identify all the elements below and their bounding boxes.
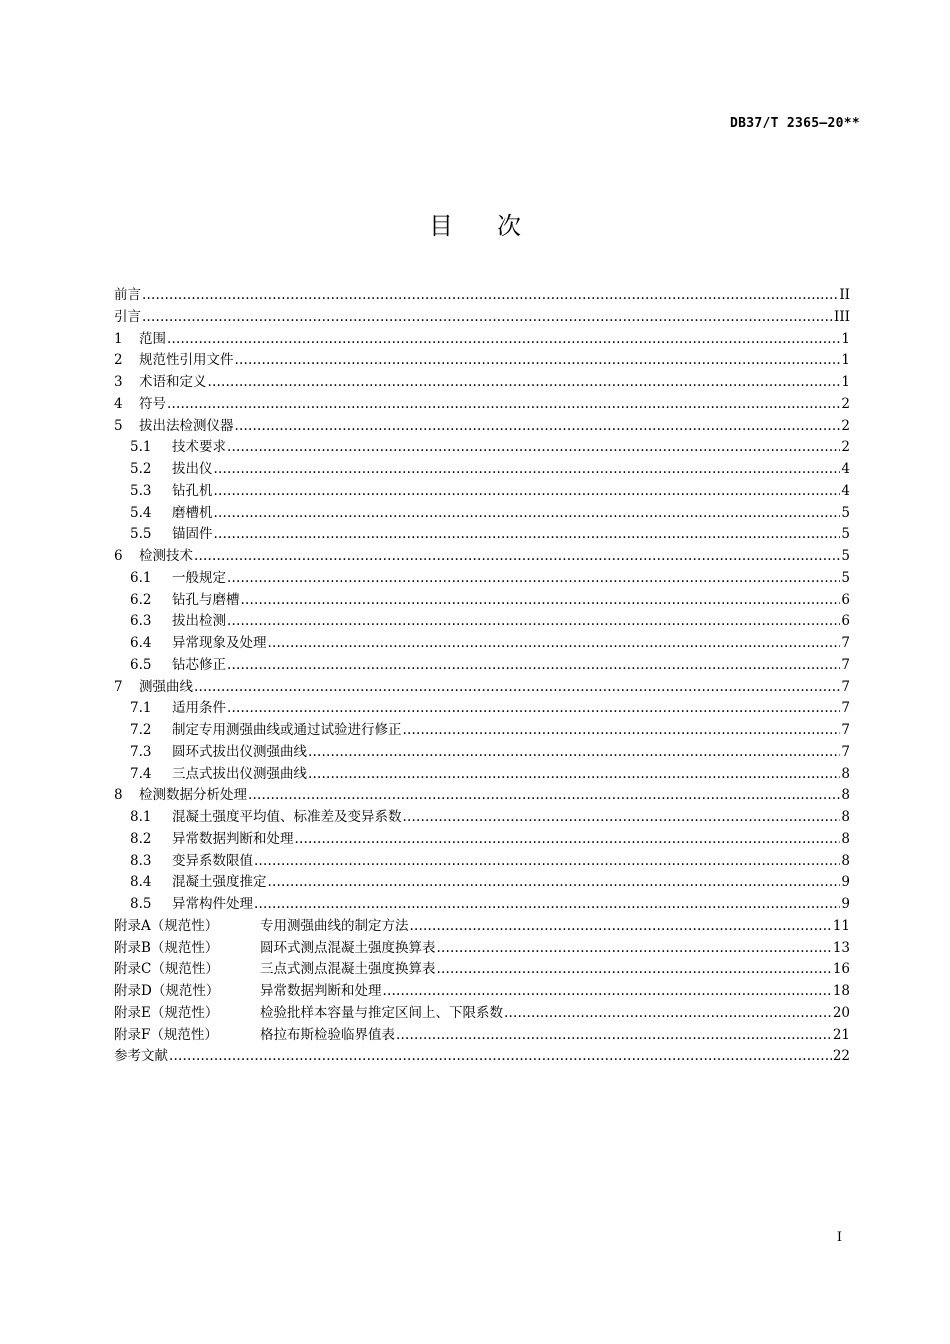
toc-entry[interactable]	[114, 829, 850, 851]
toc-entry-number: 5.5	[130, 526, 152, 543]
toc-entry-label: 专用测强曲线的制定方法	[260, 917, 409, 934]
toc-entry-number: 8.2	[130, 830, 152, 847]
toc-dot-leader	[437, 938, 832, 960]
toc-entry[interactable]	[114, 437, 850, 459]
toc-entry-page: 8	[841, 830, 850, 847]
toc-entry-label: 拔出法检测仪器	[139, 417, 234, 434]
toc-entry-page: 5	[841, 569, 850, 586]
toc-entry-label: 圆环式测点混凝土强度换算表	[260, 939, 436, 956]
toc-entry[interactable]	[114, 1003, 850, 1025]
toc-entry[interactable]	[114, 524, 850, 546]
toc-entry-label: 钻孔机	[172, 482, 213, 499]
toc-entry-page: 7	[841, 743, 850, 760]
toc-entry-number: 7.2	[130, 722, 152, 738]
toc-entry[interactable]	[114, 959, 850, 981]
toc-entry[interactable]	[114, 764, 850, 786]
toc-entry-label: 前言	[114, 287, 141, 303]
toc-entry-page: 22	[832, 1048, 850, 1065]
toc-entry-page: III	[834, 308, 850, 325]
toc-entry-label: 变异系数限值	[172, 852, 253, 869]
toc-entry-page: 7	[841, 722, 850, 738]
toc-entry-label: 制定专用测强曲线或通过试验进行修正	[172, 722, 402, 738]
toc-entry-page: 1	[841, 352, 850, 369]
toc-entry-number: 5.1	[130, 439, 152, 456]
toc-entry-label: 测强曲线	[139, 678, 193, 695]
toc-entry-label: 技术要求	[172, 439, 226, 456]
toc-entry-label: 术语和定义	[139, 374, 207, 390]
toc-entry-label: 检验批样本容量与推定区间上、下限系数	[260, 1004, 503, 1021]
toc-entry-number: 6.1	[130, 569, 152, 586]
toc-dot-leader	[214, 481, 841, 503]
toc-entry-number: 附录A（规范性）	[114, 917, 219, 934]
toc-entry-number: 6.5	[130, 656, 152, 673]
toc-entry[interactable]	[114, 416, 850, 438]
toc-entry-label: 三点式拔出仪测强曲线	[172, 765, 307, 782]
toc-entry-label: 磨槽机	[172, 504, 213, 521]
toc-entry[interactable]	[114, 851, 850, 873]
toc-entry[interactable]	[114, 894, 850, 916]
toc-entry-label: 钻孔与磨槽	[172, 591, 240, 608]
toc-dot-leader	[142, 307, 833, 329]
toc-entry-page: 6	[841, 591, 850, 608]
toc-dot-leader	[254, 894, 840, 916]
toc-entry[interactable]	[114, 590, 850, 612]
toc-entry[interactable]	[114, 981, 850, 1003]
toc-entry[interactable]	[114, 481, 850, 503]
toc-entry[interactable]	[114, 872, 850, 894]
toc-dot-leader	[227, 698, 840, 720]
toc-entry-label: 异常构件处理	[172, 896, 253, 912]
toc-entry-number: 8.4	[130, 874, 152, 891]
toc-entry[interactable]	[114, 633, 850, 655]
toc-entry-label: 异常现象及处理	[172, 635, 267, 651]
toc-entry-label: 混凝土强度推定	[172, 874, 267, 891]
toc-entry[interactable]	[114, 394, 850, 416]
toc-entry-page: 5	[841, 504, 850, 521]
toc-entry-label: 范围	[139, 330, 166, 347]
toc-entry[interactable]	[114, 350, 850, 372]
toc-entry-number: 7.4	[130, 765, 152, 782]
page-number: I	[836, 1230, 842, 1245]
toc-dot-leader	[383, 981, 832, 1003]
toc-dot-leader	[241, 590, 841, 612]
toc-dot-leader	[308, 742, 840, 764]
toc-entry-number: 7.1	[130, 700, 152, 717]
toc-dot-leader	[268, 633, 841, 655]
toc-entry-number: 附录F（规范性）	[114, 1026, 218, 1043]
toc-entry-page: 9	[841, 896, 850, 912]
toc-entry[interactable]	[114, 698, 850, 720]
toc-entry-label: 一般规定	[172, 569, 226, 586]
toc-dot-leader	[214, 459, 841, 481]
toc-dot-leader	[214, 503, 841, 525]
toc-entry-label: 检测数据分析处理	[139, 787, 247, 804]
toc-dot-leader	[194, 677, 840, 699]
toc-dot-leader	[227, 437, 840, 459]
toc-entry[interactable]	[114, 1046, 850, 1068]
toc-entry-label: 规范性引用文件	[139, 352, 234, 369]
toc-entry-number: 7.3	[130, 743, 152, 760]
toc-entry-page: 7	[841, 635, 850, 651]
toc-dot-leader	[227, 655, 840, 677]
toc-entry-label: 格拉布斯检验临界值表	[260, 1026, 395, 1043]
toc-entry[interactable]	[114, 329, 850, 351]
toc-entry-page: 8	[841, 852, 850, 869]
toc-entry-label: 符号	[139, 395, 166, 412]
toc-entry-number: 7	[114, 678, 123, 695]
toc-dot-leader	[167, 394, 840, 416]
toc-entry[interactable]	[114, 285, 850, 307]
toc-entry-label: 检测技术	[139, 548, 193, 564]
toc-entry-number: 附录C（规范性）	[114, 961, 219, 978]
toc-entry-page: 7	[841, 656, 850, 673]
toc-dot-leader	[194, 546, 840, 568]
page-title: 目次	[429, 212, 565, 240]
toc-entry-number: 5.2	[130, 461, 152, 477]
toc-entry-number: 6.4	[130, 635, 152, 651]
toc-dot-leader	[403, 807, 841, 829]
toc-entry-number: 5.4	[130, 504, 152, 521]
toc-entry[interactable]	[114, 503, 850, 525]
toc-entry-page: 20	[832, 1004, 850, 1021]
toc-entry-number: 1	[114, 330, 123, 347]
toc-entry-page: 8	[841, 787, 850, 804]
toc-entry-page: 13	[832, 939, 850, 956]
toc-entry-number: 6	[114, 548, 123, 564]
toc-entry-label: 参考文献	[114, 1048, 168, 1065]
toc-entry-number: 6.3	[130, 613, 152, 630]
toc-entry[interactable]	[114, 785, 850, 807]
toc-entry-label: 锚固件	[172, 526, 213, 543]
toc-dot-leader	[295, 829, 841, 851]
toc-entry-label: 引言	[114, 308, 141, 325]
toc-entry-page: 8	[841, 809, 850, 825]
toc-entry-label: 适用条件	[172, 700, 226, 717]
toc-entry-number: 8.1	[130, 809, 152, 825]
toc-entry[interactable]	[114, 611, 850, 633]
toc-entry-page: 1	[841, 330, 850, 347]
toc-dot-leader	[214, 524, 841, 546]
table-of-contents	[114, 285, 850, 1068]
toc-entry-label: 圆环式拔出仪测强曲线	[172, 743, 307, 760]
toc-entry[interactable]	[114, 1025, 850, 1047]
toc-entry-page: 16	[832, 961, 850, 978]
toc-entry-page: 2	[841, 417, 850, 434]
document-code: DB37/T 2365—20**	[729, 116, 860, 131]
toc-dot-leader	[396, 1025, 832, 1047]
toc-entry-page: 18	[832, 983, 850, 999]
toc-dot-leader	[504, 1003, 832, 1025]
toc-entry-number: 4	[114, 395, 123, 412]
toc-entry-number: 8.5	[130, 896, 152, 912]
toc-entry-number: 3	[114, 374, 123, 390]
toc-entry-page: 2	[841, 439, 850, 456]
toc-entry-number: 附录D（规范性）	[114, 983, 220, 999]
toc-entry-label: 钻芯修正	[172, 656, 226, 673]
toc-entry[interactable]	[114, 720, 850, 742]
toc-entry-page: 21	[832, 1026, 850, 1043]
toc-dot-leader	[254, 851, 840, 873]
toc-entry-page: 1	[841, 374, 850, 390]
toc-dot-leader	[437, 959, 832, 981]
toc-entry-label: 三点式测点混凝土强度换算表	[260, 961, 436, 978]
toc-entry-page: 8	[841, 765, 850, 782]
toc-entry-label: 异常数据判断和处理	[172, 830, 294, 847]
toc-entry[interactable]	[114, 916, 850, 938]
toc-entry[interactable]	[114, 938, 850, 960]
toc-entry[interactable]	[114, 568, 850, 590]
toc-entry-number: 8	[114, 787, 123, 804]
toc-entry[interactable]	[114, 807, 850, 829]
toc-entry-number: 6.2	[130, 591, 152, 608]
toc-dot-leader	[169, 1046, 832, 1068]
toc-entry-label: 混凝土强度平均值、标准差及变异系数	[172, 809, 402, 825]
toc-entry-number: 附录B（规范性）	[114, 939, 219, 956]
toc-dot-leader	[167, 329, 840, 351]
toc-dot-leader	[410, 916, 832, 938]
toc-entry-label: 异常数据判断和处理	[260, 983, 382, 999]
toc-dot-leader	[403, 720, 841, 742]
toc-entry[interactable]	[114, 546, 850, 568]
toc-entry-page: 4	[841, 461, 850, 477]
toc-dot-leader	[248, 785, 840, 807]
toc-entry[interactable]	[114, 655, 850, 677]
toc-dot-leader	[235, 350, 841, 372]
toc-entry-page: 5	[841, 526, 850, 543]
toc-entry[interactable]	[114, 459, 850, 481]
toc-entry-number: 8.3	[130, 852, 152, 869]
toc-entry[interactable]	[114, 742, 850, 764]
toc-entry-page: 2	[841, 395, 850, 412]
toc-entry-page: 4	[841, 482, 850, 499]
toc-dot-leader	[235, 416, 841, 438]
toc-entry-page: 6	[841, 613, 850, 630]
toc-dot-leader	[208, 372, 841, 394]
toc-entry-label: 拔出检测	[172, 613, 226, 630]
toc-entry[interactable]	[114, 677, 850, 699]
toc-dot-leader	[142, 285, 838, 307]
toc-entry-page: II	[839, 287, 850, 303]
toc-entry-page: 7	[841, 700, 850, 717]
toc-entry-number: 5	[114, 417, 123, 434]
toc-entry-page: 5	[841, 548, 850, 564]
toc-entry[interactable]	[114, 307, 850, 329]
toc-dot-leader	[227, 568, 840, 590]
toc-entry-label: 拔出仪	[172, 461, 213, 477]
toc-dot-leader	[227, 611, 840, 633]
toc-entry-page: 9	[841, 874, 850, 891]
toc-dot-leader	[268, 872, 841, 894]
toc-entry-number: 附录E（规范性）	[114, 1004, 219, 1021]
toc-dot-leader	[308, 764, 840, 786]
toc-entry-number: 2	[114, 352, 123, 369]
toc-entry-number: 5.3	[130, 482, 152, 499]
toc-entry-page: 11	[832, 917, 850, 934]
toc-entry[interactable]	[114, 372, 850, 394]
toc-entry-page: 7	[841, 678, 850, 695]
